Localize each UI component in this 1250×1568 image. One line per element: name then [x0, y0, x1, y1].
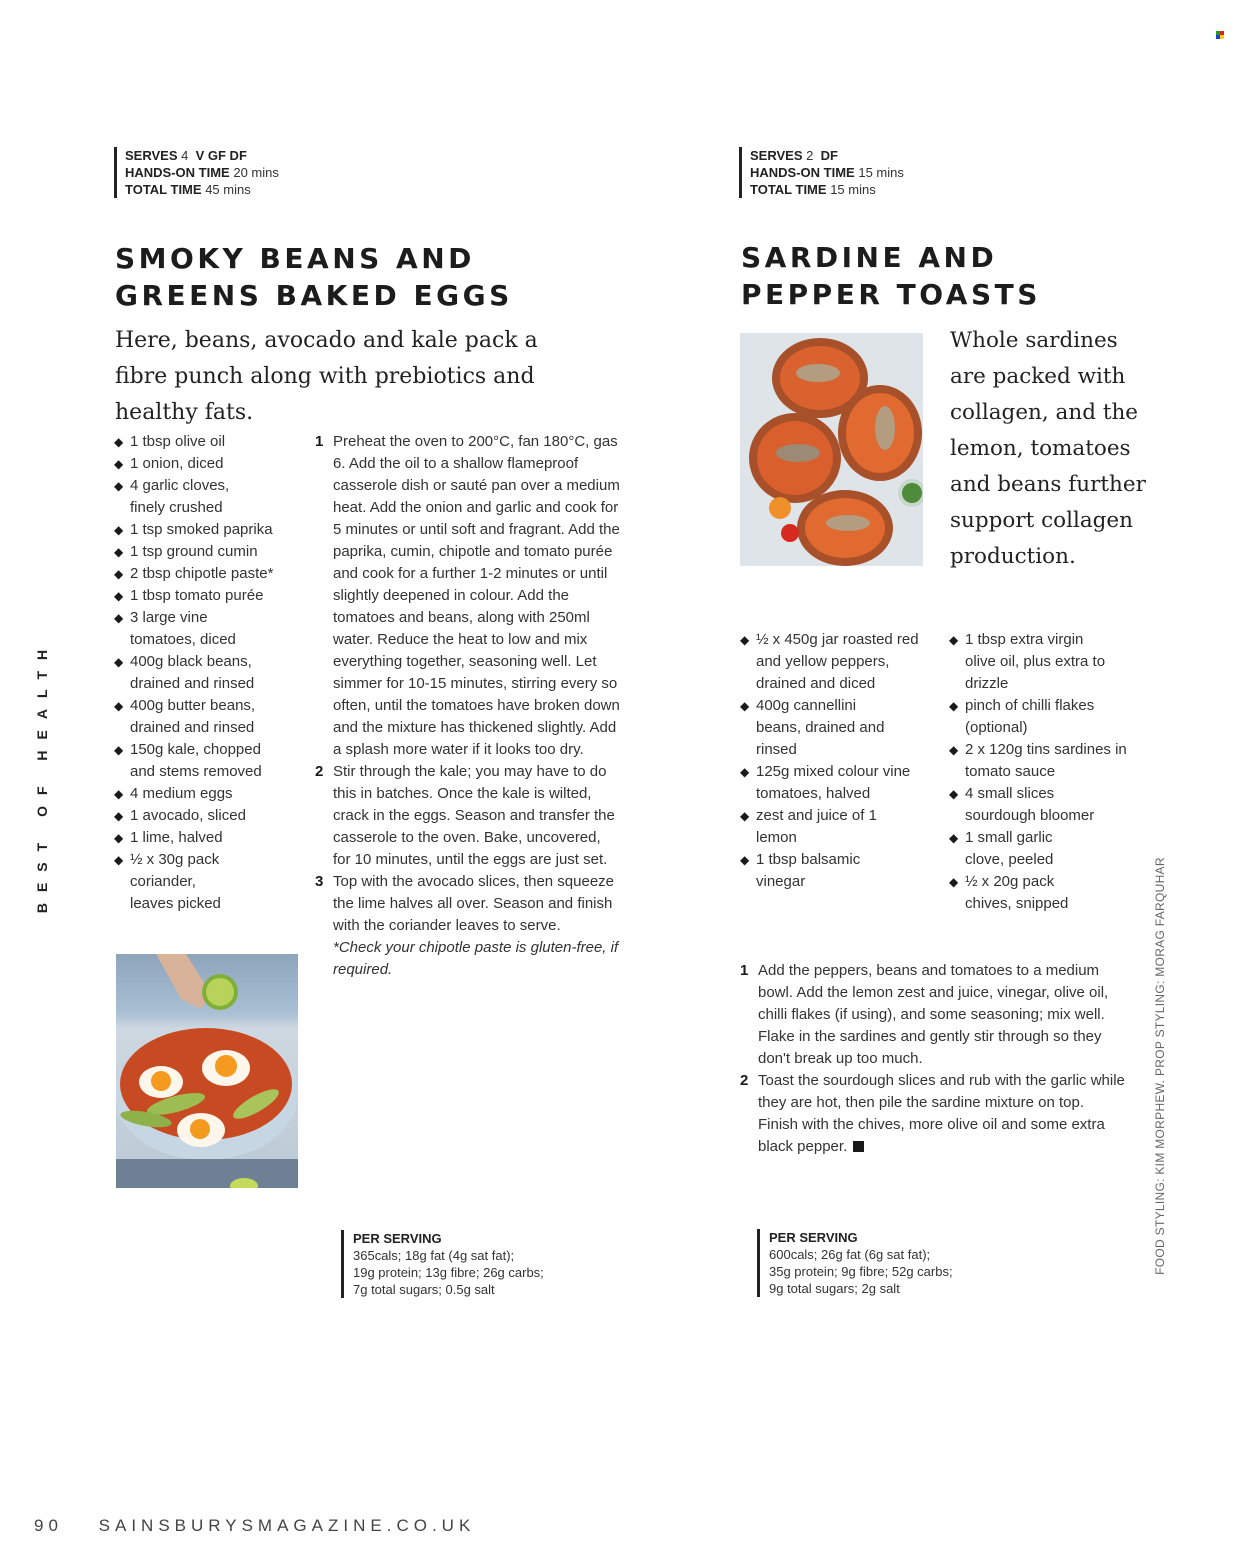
ingredient-item: ◆ 3 large vine tomatoes, diced: [114, 607, 259, 651]
ingredient-item: ◆ 1 tsp smoked paprika: [114, 519, 314, 541]
nutrition-info-right: [757, 1229, 953, 1297]
recipe-meta-left: [114, 147, 279, 198]
recipe-title-right: [741, 239, 1041, 313]
ingredient-item: ◆ 400g cannellini beans, drained and rinsed: [740, 695, 890, 761]
ingredient-item: ◆ zest and juice of 1 lemon: [740, 805, 880, 849]
nutrition-line: 9g total sugars; 2g salt: [769, 1281, 900, 1296]
method-steps-left: [315, 431, 620, 981]
serves-label: SERVES: [750, 148, 803, 163]
hands-on-value: 20 mins: [233, 165, 279, 180]
hands-on-value: 15 mins: [858, 165, 904, 180]
title-line: PEPPER TOASTS: [741, 278, 1041, 311]
step-number: 2: [740, 1072, 749, 1089]
nutrition-line: 365cals; 18g fat (4g sat fat);: [353, 1248, 515, 1263]
ingredient-item: ◆ 2 x 120g tins sardines in tomato sauce: [949, 739, 1134, 783]
ingredient-item: ◆ 400g butter beans, drained and rinsed: [114, 695, 284, 739]
nutrition-info-left: [341, 1230, 544, 1298]
page-footer: [34, 1516, 475, 1536]
ingredient-item: ◆ 1 tbsp balsamic vinegar: [740, 849, 890, 893]
step-number: 2: [315, 763, 324, 780]
ingredient-item: ◆ 2 tbsp chipotle paste*: [114, 563, 314, 585]
total-time-value: 15 mins: [830, 182, 876, 197]
ingredient-item: ◆ 150g kale, chopped and stems removed: [114, 739, 289, 783]
dietary-badges: DF: [820, 148, 838, 163]
method-step: [740, 960, 1125, 1070]
ingredient-item: ◆ 1 lime, halved: [114, 827, 314, 849]
ingredient-item: ◆ 400g black beans, drained and rinsed: [114, 651, 284, 695]
nutrition-label: PER SERVING: [769, 1230, 858, 1245]
website-url: SAINSBURYSMAGAZINE.CO.UK: [98, 1516, 476, 1535]
ingredient-item: ◆ pinch of chilli flakes (optional): [949, 695, 1119, 739]
step-number: 1: [315, 433, 324, 450]
end-of-article-icon: [853, 1141, 864, 1152]
ingredients-list-right-col2: [949, 629, 1149, 915]
ingredients-list-left: [114, 431, 314, 915]
step-text: Preheat the oven to 200°C, fan 180°C, gas 6. Add the oil to a shallow flameproof casserole dish or sauté pan over a medium heat. Add the onion and garlic and cook for 5 minutes or until soft and fragrant. Add the paprika, cumin, chipotle and tomato purée and cook for a further 1-2 minutes or until slightly deepened in colour. Add the tomatoes and beans, along with 250ml water. Reduce the heat to low and mix everything together, seasoning well. Let simmer for 10-15 minutes, stirring every so often, until the tomatoes have broken down and the mixture has thickened slightly. Add a splash more water if it looks too dry.: [333, 433, 620, 758]
ingredient-item: ◆ ½ x 20g pack chives, snipped: [949, 871, 1089, 915]
title-line: SMOKY BEANS AND: [115, 242, 475, 275]
ingredient-item: ◆ 1 tbsp tomato purée: [114, 585, 314, 607]
step-text: Top with the avocado slices, then squeeze the lime halves all over. Season and finish with the coriander leaves to serve.: [333, 873, 615, 934]
ingredient-item: ◆ 4 medium eggs: [114, 783, 314, 805]
serves-label: SERVES: [125, 148, 178, 163]
sardine-toasts-photo: [740, 333, 923, 566]
hands-on-label: HANDS-ON TIME: [125, 165, 230, 180]
nutrition-line: 19g protein; 13g fibre; 26g carbs;: [353, 1265, 544, 1280]
nutrition-line: 7g total sugars; 0.5g salt: [353, 1282, 495, 1297]
step-text: Toast the sourdough slices and rub with the garlic while they are hot, then pile the sardine mixture on top. Finish with the chives, more olive oil and some extra black pepper.: [758, 1072, 1125, 1155]
method-step: [740, 1070, 1125, 1158]
total-time-label: TOTAL TIME: [125, 182, 202, 197]
ingredient-item: ◆ 4 small slices sourdough bloomer: [949, 783, 1124, 827]
nutrition-line: 35g protein; 9g fibre; 52g carbs;: [769, 1264, 953, 1279]
title-line: GREENS BAKED EGGS: [115, 279, 513, 312]
step-text: Stir through the kale; you may have to do this in batches. Once the kale is wilted, crack in the eggs. Season and transfer the casserole to the oven. Bake, uncovered, for 10 minutes, until the eggs are just set.: [333, 763, 615, 868]
ingredient-item: ◆ 125g mixed colour vine tomatoes, halved: [740, 761, 940, 805]
step-text: Add the peppers, beans and tomatoes to a medium bowl. Add the lemon zest and juice, vinegar, olive oil, chilli flakes (if using), and some seasoning; mix well. Flake in the sardines and gently stir through so they don't break up too much.: [758, 962, 1109, 1067]
nutrition-label: PER SERVING: [353, 1231, 442, 1246]
total-time-value: 45 mins: [205, 182, 251, 197]
step-number: 1: [740, 962, 749, 979]
hands-on-label: HANDS-ON TIME: [750, 165, 855, 180]
dietary-badges: V GF DF: [195, 148, 247, 163]
page-number: 90: [34, 1516, 63, 1535]
method-step: [315, 761, 620, 871]
ingredient-item: ◆ 1 tsp ground cumin: [114, 541, 314, 563]
serves-value: 2: [806, 148, 814, 163]
ingredient-item: ◆ 1 onion, diced: [114, 453, 314, 475]
windows-logo-icon: [1216, 31, 1224, 39]
ingredient-item: ◆ 4 garlic cloves, finely crushed: [114, 475, 254, 519]
nutrition-line: 600cals; 26g fat (6g sat fat);: [769, 1247, 931, 1262]
section-label: [34, 638, 51, 914]
photo-credits: [1152, 846, 1168, 1286]
footnote: *Check your chipotle paste is gluten-free, if required.: [333, 939, 619, 978]
ingredients-list-right-col1: [740, 629, 940, 893]
ingredient-item: ◆ 1 tbsp extra virgin olive oil, plus extra to drizzle: [949, 629, 1114, 695]
ingredient-item: ◆ 1 small garlic clove, peeled: [949, 827, 1089, 871]
title-line: SARDINE AND: [741, 241, 998, 274]
method-steps-right: [740, 960, 1125, 1158]
ingredient-item: ◆ 1 avocado, sliced: [114, 805, 314, 827]
credits-text: FOOD STYLING: KIM MORPHEW. PROP STYLING: MORAG FARQUHAR: [1153, 857, 1168, 1275]
method-step: [315, 871, 620, 937]
ingredient-item: ◆ 1 tbsp olive oil: [114, 431, 314, 453]
ingredient-item: ◆ ½ x 30g pack coriander, leaves picked: [114, 849, 234, 915]
section-label-text: BEST OF HEALTH: [34, 638, 51, 914]
baked-eggs-photo: [116, 954, 298, 1188]
serves-value: 4: [181, 148, 189, 163]
recipe-intro-right: Whole sardines are packed with collagen, and the lemon, tomatoes and beans further support collagen production.: [950, 328, 1146, 569]
ingredient-item: ◆ ½ x 450g jar roasted red and yellow peppers, drained and diced: [740, 629, 925, 695]
step-number: 3: [315, 873, 324, 890]
recipe-intro-left: Here, beans, avocado and kale pack a fibre punch along with prebiotics and healthy fats.: [115, 328, 538, 425]
total-time-label: TOTAL TIME: [750, 182, 827, 197]
recipe-meta-right: [739, 147, 904, 198]
method-step: [315, 431, 620, 761]
recipe-title-left: [115, 240, 513, 314]
